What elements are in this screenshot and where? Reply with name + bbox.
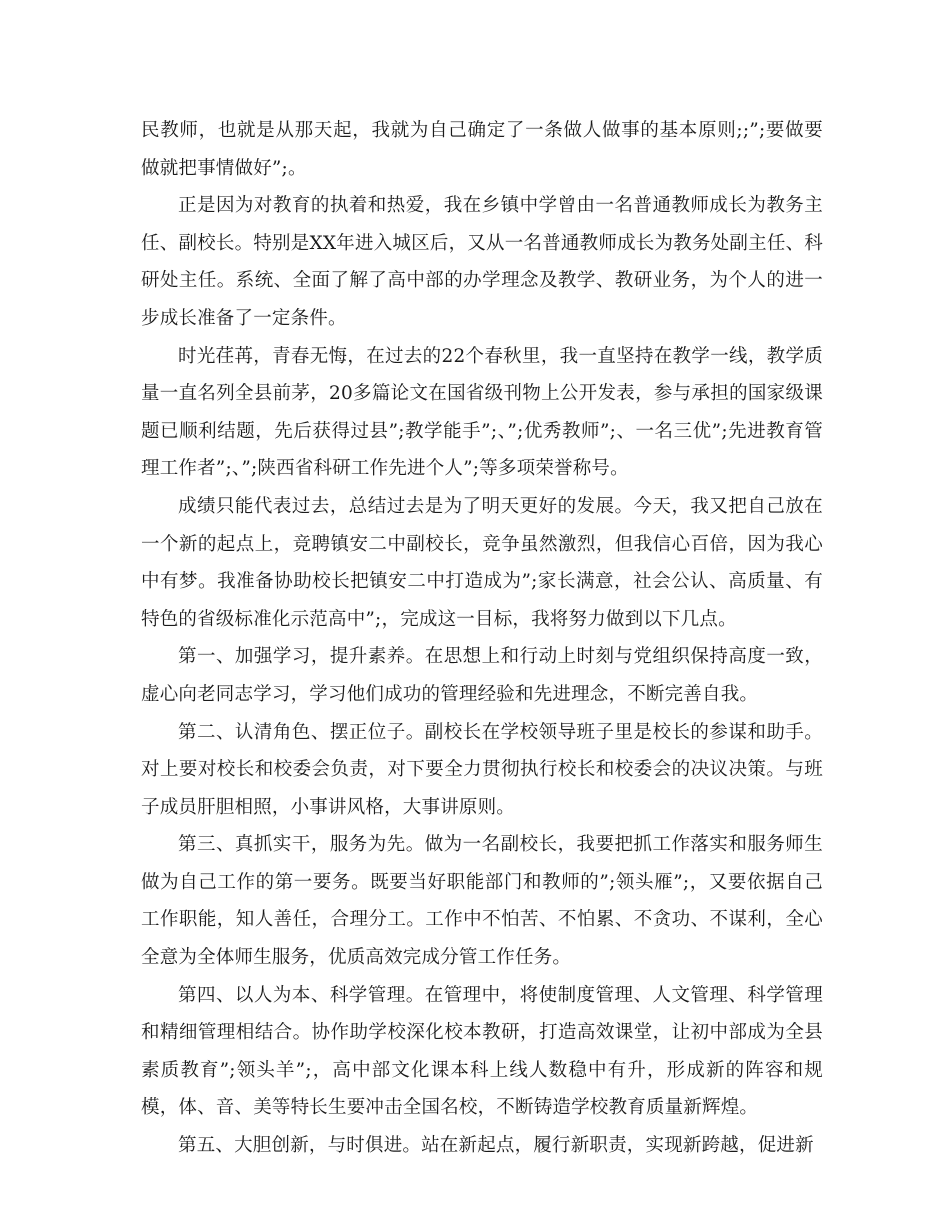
paragraph-1: 民教师，也就是从那天起，我就为自己确定了一条做人做事的基本原则;;”;要做要做就把事情做好”;。 <box>141 120 823 179</box>
document-body <box>141 112 823 1165</box>
paragraph-8: 第四、以人为本、科学管理。在管理中，将使制度管理、人文管理、科学管理和精细管理相结合。协作助学校深化校本教研，打造高效课堂，让初中部成为全县素质教育”;领头羊”;，高中部文化课本科上线人数稳中有升，形成新的阵容和规模，体、音、美等特长生要冲击全国名校，不断铸造学校教育质量新辉煌。 <box>141 984 823 1119</box>
paragraph-6: 第二、认清角色、摆正位子。副校长在学校领导班子里是校长的参谋和助手。对上要对校长和校委会负责，对下要全力贯彻执行校长和校委会的决议决策。与班子成员肝胆相照，小事讲风格，大事讲原则。 <box>141 721 823 818</box>
paragraph-9: 第五、大胆创新，与时俱进。站在新起点，履行新职责，实现新跨越，促进新 <box>178 1135 814 1157</box>
paragraph-3: 时光荏苒，青春无悔，在过去的22个春秋里，我一直坚持在教学一线，教学质量一直名列全县前茅，20多篇论文在国省级刊物上公开发表，参与承担的国家级课题已顺利结题，先后获得过县”;教学能手”;、”;优秀教师”;、一名三优”;先进教育管理工作者”;、”;陕西省科研工作先进个人”;等多项荣誉称号。 <box>141 345 823 480</box>
paragraph-2: 正是因为对教育的执着和热爱，我在乡镇中学曾由一名普通教师成长为教务主任、副校长。特别是XX年进入城区后，又从一名普通教师成长为教务处副主任、科研处主任。系统、全面了解了高中部的办学理念及教学、教研业务，为个人的进一步成长准备了一定条件。 <box>141 195 823 329</box>
paragraph-5: 第一、加强学习，提升素养。在思想上和行动上时刻与党组织保持高度一致，虚心向老同志学习，学习他们成功的管理经验和先进理念，不断完善自我。 <box>141 646 823 705</box>
paragraph-4: 成绩只能代表过去，总结过去是为了明天更好的发展。今天，我又把自己放在一个新的起点上，竞聘镇安二中副校长，竞争虽然激烈，但我信心百倍，因为我心中有梦。我准备协助校长把镇安二中打造成为”;家长满意，社会公认、高质量、有特色的省级标准化示范高中”;，完成这一目标，我将努力做到以下几点。 <box>141 495 823 630</box>
paragraph-7: 第三、真抓实干，服务为先。做为一名副校长，我要把抓工作落实和服务师生做为自己工作的第一要务。既要当好职能部门和教师的”;领头雁”;，又要依据自己工作职能，知人善任，合理分工。工作中不怕苦、不怕累、不贪功、不谋利，全心全意为全体师生服务，优质高效完成分管工作任务。 <box>141 834 823 969</box>
